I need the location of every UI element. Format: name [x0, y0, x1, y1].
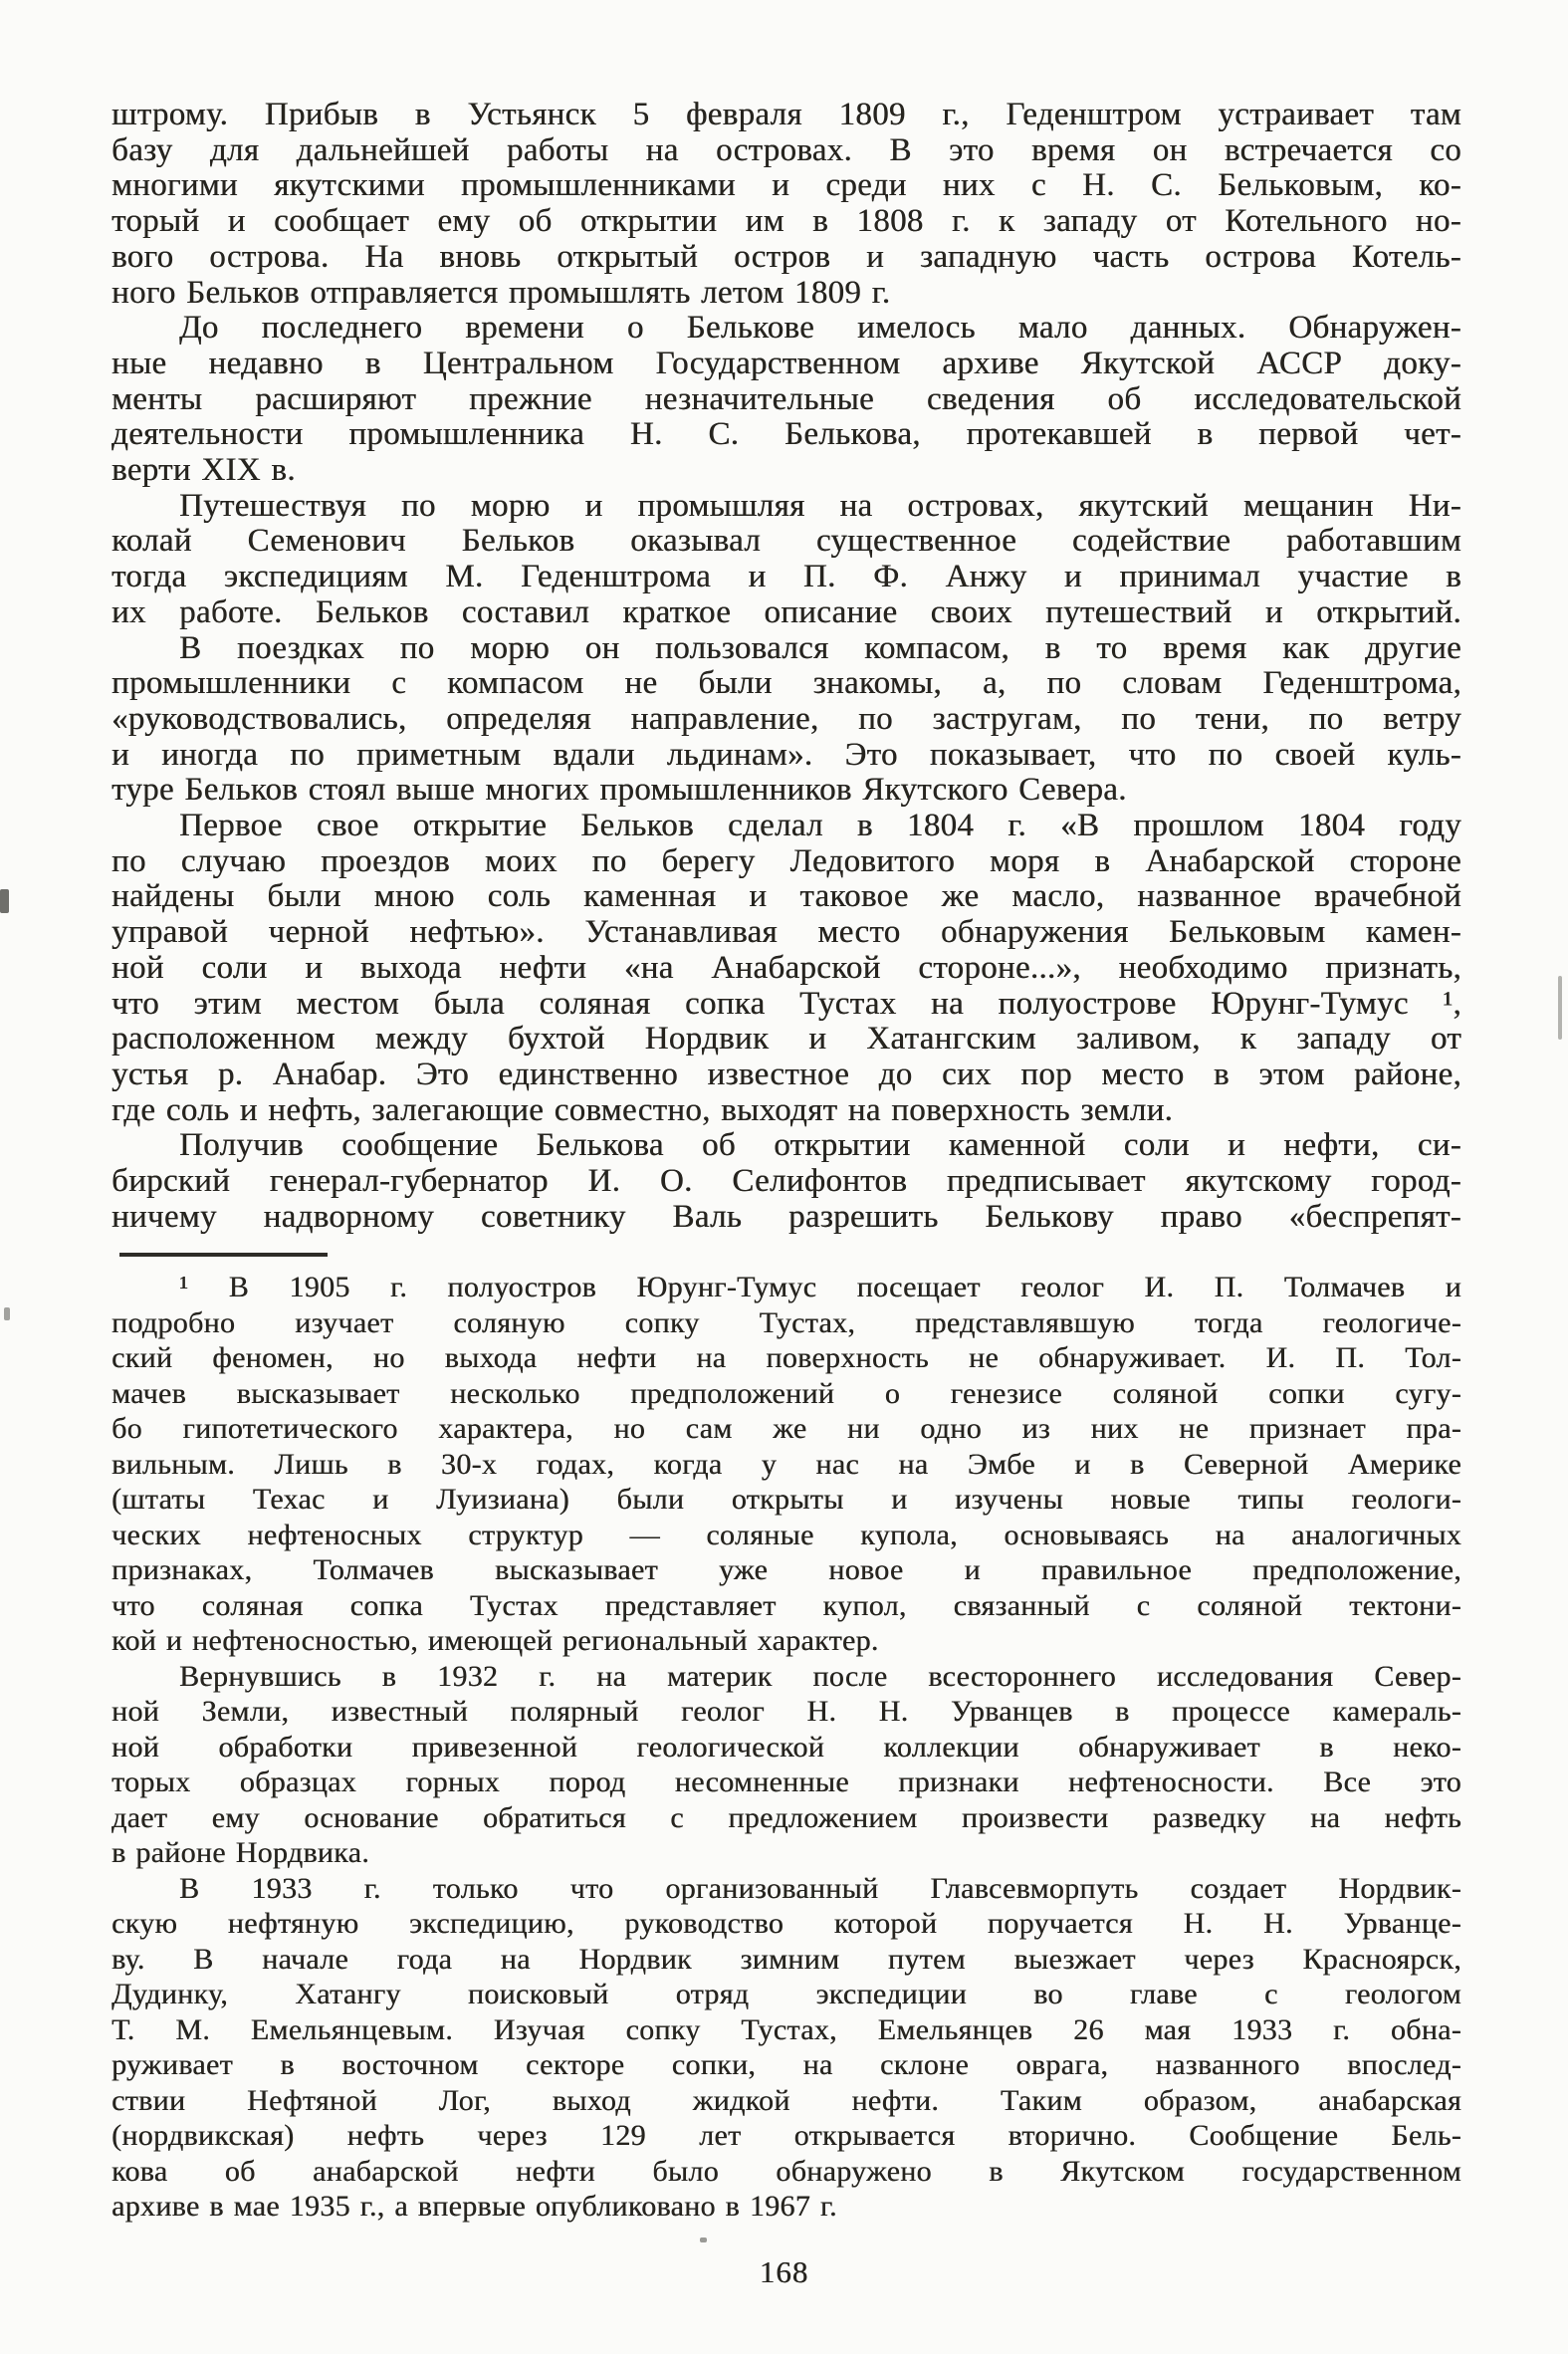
text-line: бирский генерал-губернатор И. О. Селифонтов предписывает якутскому город-	[112, 1163, 1461, 1200]
text-line: найдены были мною соль каменная и таковое же масло, названное врачебной	[112, 878, 1461, 915]
paragraph	[112, 809, 1461, 1128]
text-line: вильным. Лишь в 30-х годах, когда у нас на Эмбе и в Северной Америке	[112, 1447, 1461, 1481]
text-line: их работе. Бельков составил краткое описание своих путешествий и открытий.	[112, 593, 1461, 630]
text-line: руживает в восточном секторе сопки, на склоне оврага, названного впослед-	[112, 2048, 1461, 2081]
scan-speck	[700, 2237, 707, 2242]
text-line: ной соли и выхода нефти «на Анабарской стороне...», необходимо признать,	[112, 949, 1461, 986]
text-line: Получив сообщение Белькова об открытии каменной соли и нефти, си-	[179, 1127, 1461, 1164]
text-line: базу для дальнейшей работы на островах. В это время он встречается со	[112, 131, 1461, 168]
text-line: туре Бельков стоял выше многих промышленников Якутского Севера.	[112, 772, 1127, 809]
paragraph	[112, 1128, 1461, 1235]
text-line: «руководствовались, определяя направление, по застругам, по тени, по ветру	[112, 700, 1461, 737]
text-line: кой и нефтеносностью, имеющей региональный характер.	[112, 1624, 879, 1657]
text-line: по случаю проездов моих по берегу Ледовитого моря в Анабарской стороне	[112, 842, 1461, 879]
text-line: кова об анабарской нефти было обнаружено в Якутском государственном	[112, 2154, 1461, 2188]
text-line: ной обработки привезенной геологической коллекции обнаруживает в неко-	[112, 1730, 1461, 1764]
text-line: деятельности промышленника Н. С. Белькова, протекавшей в первой чет-	[112, 416, 1461, 453]
text-line: Вернувшись в 1932 г. на материк после всестороннего исследования Север-	[179, 1659, 1461, 1693]
text-line: архиве в мае 1935 г., а впервые опубликовано в 1967 г.	[112, 2190, 837, 2223]
text-line: промышленники с компасом не были знакомы, а, по словам Геденштрома,	[112, 665, 1461, 702]
text-line: ного Бельков отправляется промышлять летом 1809 г.	[112, 274, 891, 311]
paragraph	[112, 98, 1461, 311]
text-line: верти XIX в.	[112, 452, 296, 489]
footnote-separator-rule	[119, 1253, 328, 1257]
text-line: ский феномен, но выхода нефти на поверхность не обнаруживает. И. П. Тол-	[112, 1341, 1461, 1374]
text-line: штрому. Прибыв в Устьянск 5 февраля 1809 г., Геденштром устраивает там	[112, 97, 1461, 132]
text-line: в районе Нордвика.	[112, 1836, 369, 1869]
text-line: ческих нефтеносных структур — соляные купола, основываясь на аналогичных	[112, 1518, 1461, 1551]
paragraph	[112, 1871, 1461, 2225]
text-line: подробно изучает соляную сопку Тустах, представлявшую тогда геологиче-	[112, 1305, 1461, 1339]
text-line: ничему надворному советнику Валь разрешить Белькову право «беспрепят-	[112, 1198, 1461, 1235]
text-line: расположенном между бухтой Нордвик и Хатангским заливом, к западу от	[112, 1021, 1461, 1058]
text-line: что соляная сопка Тустах представляет купол, связанный с соляной тектони-	[112, 1588, 1461, 1622]
paragraph	[112, 311, 1461, 489]
text-line: и иногда по приметным вдали льдинам». Это показывает, что по своей куль-	[112, 736, 1461, 773]
text-line: менты расширяют прежние незначительные сведения об исследовательской	[112, 380, 1461, 417]
scan-speck	[4, 1307, 10, 1320]
paragraph	[112, 631, 1461, 810]
text-line: (штаты Техас и Луизиана) были открыты и изучены новые типы геологи-	[112, 1483, 1461, 1516]
text-line: признаках, Толмачев высказывает уже новое и правильное предположение,	[112, 1553, 1461, 1586]
paragraph	[112, 1270, 1461, 1659]
text-line: ву. В начале года на Нордвик зимним путем выезжает через Красноярск,	[112, 1942, 1461, 1976]
scan-speck	[0, 889, 9, 913]
paragraph	[112, 489, 1461, 631]
text-line: (нордвикская) нефть через 129 лет открывается вторично. Сообщение Бель-	[112, 2119, 1461, 2152]
paragraph	[112, 1659, 1461, 1871]
text-line: ные недавно в Центральном Государственном архиве Якутской АССР доку-	[112, 345, 1461, 381]
text-line: скую нефтяную экспедицию, руководство которой поручается Н. Н. Урванце-	[112, 1907, 1461, 1940]
text-line: ной Земли, известный полярный геолог Н. Н. Урванцев в процессе камераль-	[112, 1695, 1461, 1728]
page-number: 168	[759, 2254, 809, 2289]
text-line: тогда экспедициям М. Геденштрома и П. Ф. Анжу и принимал участие в	[112, 559, 1461, 595]
text-line: торых образцах горных пород несомненные признаки нефтеносности. Все это	[112, 1766, 1461, 1798]
text-line: Дудинку, Хатангу поисковый отряд экспедиции во главе с геологом	[112, 1978, 1461, 2010]
text-line: вого острова. На вновь открытый остров и западную часть острова Котель-	[112, 238, 1461, 275]
text-line: торый и сообщает ему об открытии им в 1808 г. к западу от Котельного но-	[112, 203, 1461, 240]
scan-speck	[1558, 976, 1562, 1040]
footnote-block	[112, 1270, 1461, 2225]
main-text-block	[112, 98, 1461, 1236]
text-line: что этим местом была соляная сопка Тустах на полуострове Юрунг-Тумус ¹,	[112, 985, 1461, 1022]
text-line: многими якутскими промышленниками и среди них с Н. С. Бельковым, ко-	[112, 167, 1461, 204]
text-line: где соль и нефть, залегающие совместно, выходят на поверхность земли.	[112, 1091, 1174, 1128]
text-line: В 1933 г. только что организованный Главсевморпуть создает Нордвик-	[179, 1871, 1461, 1905]
text-line: В поездках по морю он пользовался компасом, в то время как другие	[179, 629, 1461, 666]
text-line: Первое свое открытие Бельков сделал в 1804 г. «В прошлом 1804 году	[179, 808, 1461, 844]
text-line: ствии Нефтяной Лог, выход жидкой нефти. Таким образом, анабарская	[112, 2083, 1461, 2117]
text-line: Т. М. Емельянцевым. Изучая сопку Тустах, Емельянцев 26 мая 1933 г. обна-	[112, 2012, 1461, 2046]
text-line: колай Семенович Бельков оказывал существенное содействие работавшим	[112, 523, 1461, 560]
text-line: мачев высказывает несколько предположений о генезисе соляной сопки сугу-	[112, 1376, 1461, 1410]
text-line: Путешествуя по морю и промышляя на островах, якутский мещанин Ни-	[179, 487, 1461, 524]
text-line: устья р. Анабар. Это единственно известное до сих пор место в этом районе,	[112, 1056, 1461, 1092]
text-line: До последнего времени о Белькове имелось мало данных. Обнаружен-	[179, 310, 1461, 347]
text-line: управой черной нефтью». Устанавливая место обнаружения Бельковым камен-	[112, 914, 1461, 951]
text-line: бо гипотетического характера, но сам же ни одно из них не признает пра-	[112, 1412, 1461, 1445]
text-line: дает ему основание обратиться с предложением произвести разведку на нефть	[112, 1800, 1461, 1834]
text-line: ¹ В 1905 г. полуостров Юрунг-Тумус посещает геолог И. П. Толмачев и	[179, 1271, 1461, 1303]
